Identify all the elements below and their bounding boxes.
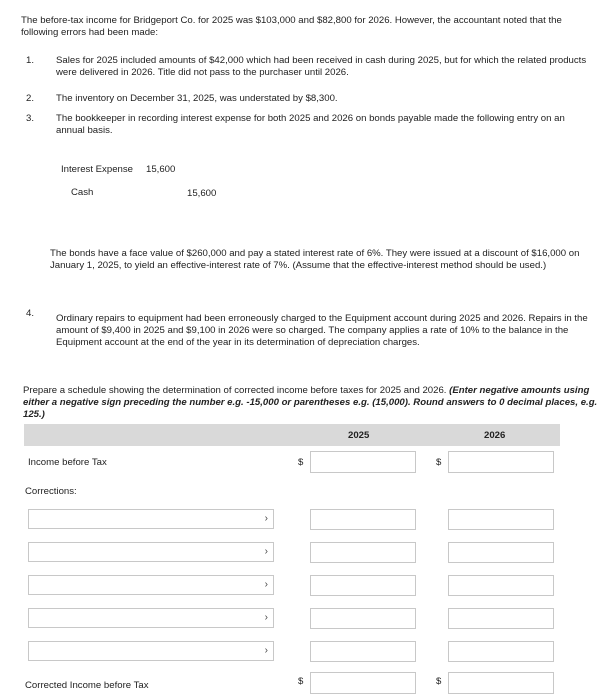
chevron-down-icon: › (264, 579, 268, 590)
income-before-tax-2026-input[interactable] (448, 451, 554, 473)
corrected-income-2025-input[interactable] (310, 672, 416, 694)
chevron-down-icon: › (264, 513, 268, 524)
journal-credit-amount: 15,600 (187, 188, 217, 199)
item-number-3: 3. (26, 113, 35, 124)
corrections-label: Corrections: (25, 486, 77, 497)
column-header-2026: 2026 (484, 430, 506, 441)
intro-text: The before-tax income for Bridgeport Co. for 2025 was $103,000 and $82,800 for 2026. However, the accountant noted that the following errors had been made: (21, 15, 562, 38)
item-number-1: 1. (26, 55, 35, 66)
dollar-sign-2025-corrected: $ (298, 676, 304, 687)
corrected-income-2026-input[interactable] (448, 672, 554, 694)
instructions-main: Prepare a schedule showing the determination of corrected income before taxes for 2025 and 2026. (23, 385, 450, 396)
dollar-sign-2026-income: $ (436, 457, 442, 468)
correction-select-5[interactable] (28, 641, 274, 661)
instructions (23, 385, 598, 421)
journal-debit-account: Interest Expense (61, 164, 133, 175)
dollar-sign-2026-corrected: $ (436, 676, 442, 687)
item-text-4: Ordinary repairs to equipment had been erroneously charged to the Equipment account during 2025 and 2026. Repairs in the amount of $9,400 in 2025 and $9,100 in 2026 were so charged. The company applies a rate of 10% to the balance in the Equipment account at the end of the year in its determination of depreciation charges. (56, 313, 588, 348)
bonds-note: The bonds have a face value of $260,000 and pay a stated interest rate of 6%. They were issued at a discount of $16,000 on January 1, 2025, to yield an effective-interest rate of 7%. (Assume that the effective-interest method should be used.) (50, 248, 580, 271)
correction-5-2025-input[interactable] (310, 641, 416, 662)
correction-1-2026-input[interactable] (448, 509, 554, 530)
correction-4-2025-input[interactable] (310, 608, 416, 629)
correction-2-2026-input[interactable] (448, 542, 554, 563)
correction-1-2025-input[interactable] (310, 509, 416, 530)
item-number-4: 4. (26, 308, 35, 319)
journal-credit-account: Cash (71, 187, 94, 198)
item-text-2: The inventory on December 31, 2025, was understated by $8,300. (56, 93, 338, 104)
item-text-3: The bookkeeper in recording interest expense for both 2025 and 2026 on bonds payable made the following entry on an annual basis. (56, 113, 565, 136)
correction-5-2026-input[interactable] (448, 641, 554, 662)
item-text-1: Sales for 2025 included amounts of $42,000 which had been received in cash during 2025, but for which the related products were delivered in 2026. Title did not pass to the purchaser until 2026. (56, 55, 587, 78)
instructions-emphasis: (Enter negative amounts using either a negative sign preceding the number e.g. -15,000 or parentheses e.g. (15,000). Round answers to 0 decimal places, e.g. 125.) (23, 385, 598, 420)
correction-2-2025-input[interactable] (310, 542, 416, 563)
corrected-income-label: Corrected Income before Tax (25, 680, 149, 691)
item-number-2: 2. (26, 93, 35, 104)
chevron-down-icon: › (264, 645, 268, 656)
correction-select-4[interactable] (28, 608, 274, 628)
correction-4-2026-input[interactable] (448, 608, 554, 629)
income-before-tax-label: Income before Tax (28, 457, 107, 468)
journal-debit-amount: 15,600 (146, 164, 176, 175)
correction-3-2025-input[interactable] (310, 575, 416, 596)
income-before-tax-2025-input[interactable] (310, 451, 416, 473)
table-header-bar (24, 424, 560, 446)
correction-select-2[interactable] (28, 542, 274, 562)
dollar-sign-2025-income: $ (298, 457, 304, 468)
chevron-down-icon: › (264, 546, 268, 557)
column-header-2025: 2025 (348, 430, 370, 441)
correction-select-1[interactable] (28, 509, 274, 529)
correction-3-2026-input[interactable] (448, 575, 554, 596)
correction-select-3[interactable] (28, 575, 274, 595)
chevron-down-icon: › (264, 612, 268, 623)
